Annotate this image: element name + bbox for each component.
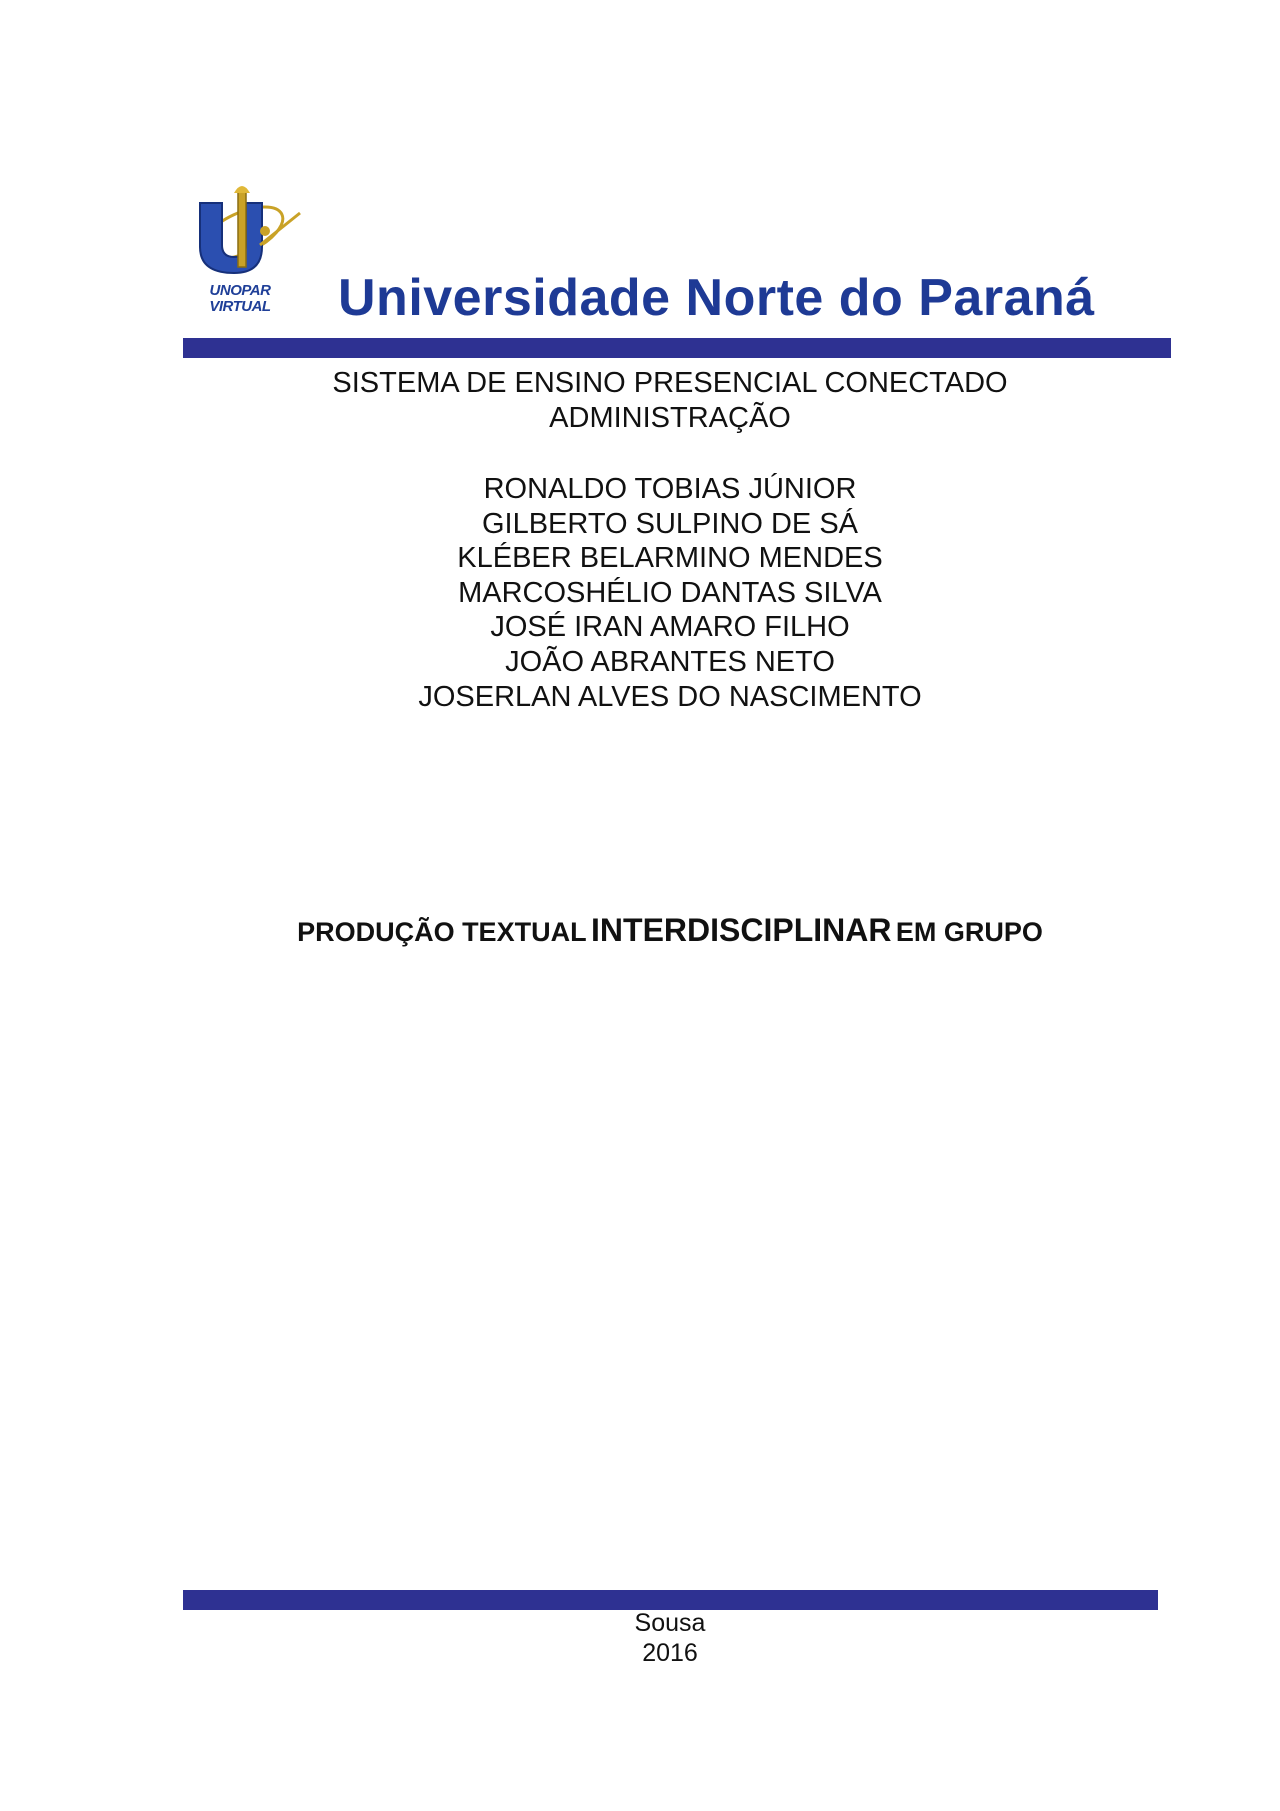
title-part-3: EM GRUPO: [895, 917, 1043, 947]
system-name: SISTEMA DE ENSINO PRESENCIAL CONECTADO: [332, 367, 1008, 399]
logo-wordmark: UNOPAR VIRTUAL: [209, 282, 271, 315]
unopar-logo: [190, 185, 305, 325]
title-part-1: PRODUÇÃO TEXTUAL: [297, 917, 587, 947]
university-name: Universidade Norte do Paraná: [338, 269, 1095, 327]
author-name: JOSÉ IRAN AMARO FILHO: [490, 611, 850, 644]
course-name: ADMINISTRAÇÃO: [549, 401, 791, 434]
unopar-emblem-icon: [190, 185, 305, 285]
author-name: GILBERTO SULPINO DE SÁ: [481, 507, 859, 540]
footer: [0, 1608, 1280, 1668]
program-info: [0, 366, 1280, 435]
document-title: [0, 912, 1280, 949]
author-name: JOÃO ABRANTES NETO: [505, 645, 835, 678]
year: 2016: [642, 1639, 698, 1667]
author-name: JOSERLAN ALVES DO NASCIMENTO: [418, 680, 922, 713]
author-name: KLÉBER BELARMINO MENDES: [457, 542, 883, 575]
footer-divider-bar: [183, 1590, 1158, 1610]
header-divider-bar: [183, 338, 1171, 358]
author-name: MARCOSHÉLIO DANTAS SILVA: [458, 576, 882, 609]
author-list: [0, 472, 1280, 714]
city: Sousa: [634, 1609, 706, 1637]
author-name: RONALDO TOBIAS JÚNIOR: [483, 473, 857, 505]
title-part-2: INTERDISCIPLINAR: [591, 912, 892, 948]
